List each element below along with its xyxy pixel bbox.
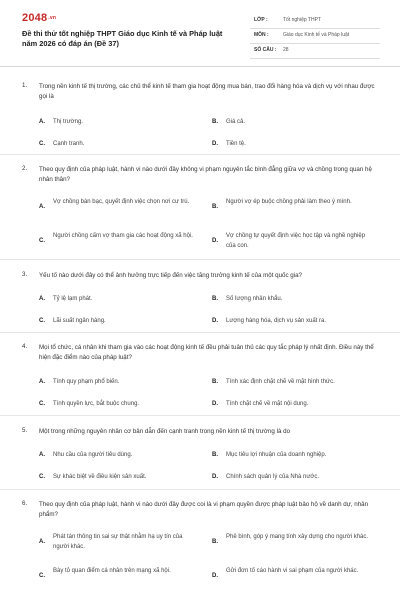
option-letter: B. xyxy=(212,379,218,385)
option-text: Phê bình, góp ý mang tính xây dựng cho người khác. xyxy=(226,534,369,540)
option-letter: C. xyxy=(39,318,45,324)
option-text: Người vợ ép buộc chồng phải làm theo ý mình. xyxy=(226,199,352,205)
exam-info-panel xyxy=(250,14,380,59)
option-letter: A. xyxy=(39,452,45,458)
question-separator xyxy=(0,154,400,155)
question-separator xyxy=(0,489,400,490)
option-letter: D. xyxy=(212,401,218,407)
option-text: Chính sách quản lý của Nhà nước. xyxy=(226,474,320,480)
option-text: Số lượng nhân khẩu. xyxy=(226,296,283,302)
info-label: SỐ CÂU : xyxy=(254,47,277,53)
option-letter: C. xyxy=(39,238,45,244)
option-text: Tính chặt chẽ về mặt nội dung. xyxy=(226,401,309,407)
option-letter: D. xyxy=(212,318,218,324)
option-letter: A. xyxy=(39,539,45,545)
option-letter: B. xyxy=(212,296,218,302)
option-letter: B. xyxy=(212,452,218,458)
option-text: Tiền tệ. xyxy=(226,141,246,147)
option-letter: C. xyxy=(39,141,45,147)
info-value: Tốt nghiệp THPT xyxy=(283,17,321,23)
option-text: Tính quy phạm phổ biến. xyxy=(53,379,120,385)
option-letter: B. xyxy=(212,119,218,125)
question-text: Theo quy định của pháp luật, hành vi nào dưới đây không vi phạm nguyên tắc bình đẳng giữa vợ và chồng trong quan hệ nhân thân? xyxy=(39,166,372,183)
option-text: Gửi đơn tố cáo hành vi sai phạm của người khác. xyxy=(226,568,359,574)
option-letter: A. xyxy=(39,204,45,210)
option-text: Bày tỏ quan điểm cá nhân trên mạng xã hội. xyxy=(53,568,171,574)
option-letter: D. xyxy=(212,141,218,147)
option-letter: D. xyxy=(212,474,218,480)
option-letter: A. xyxy=(39,296,45,302)
logo-domain: .vn xyxy=(48,15,57,22)
document-header xyxy=(0,0,400,62)
option-text: Lượng hàng hóa, dịch vụ sản xuất ra. xyxy=(226,318,327,324)
info-row-subject xyxy=(250,29,380,44)
option-text: Phát tán thông tin sai sự thật nhằm hạ uy tín của người khác. xyxy=(53,534,183,550)
option-letter: A. xyxy=(39,379,45,385)
question-number: 5. xyxy=(22,427,28,434)
exam-title: Đề thi thử tốt nghiệp THPT Giáo dục Kinh tế và Pháp luật năm 2026 có đáp án (Đề 37) xyxy=(22,29,223,48)
option-text: Thị trường. xyxy=(53,119,83,125)
option-letter: C. xyxy=(39,573,45,579)
site-logo[interactable] xyxy=(22,12,56,24)
option-text: Giá cả. xyxy=(226,119,246,125)
option-letter: B. xyxy=(212,539,218,545)
option-text: Tính quyền lực, bắt buộc chung. xyxy=(53,401,140,407)
option-letter: A. xyxy=(39,119,45,125)
option-text: Nhu cầu của người tiêu dùng. xyxy=(53,452,133,458)
option-text: Tính xác định chặt chẽ về mặt hình thức. xyxy=(226,379,335,385)
question-separator xyxy=(0,415,400,416)
option-letter: C. xyxy=(39,401,45,407)
option-text: Tỷ lệ lạm phát. xyxy=(53,296,93,302)
option-letter: C. xyxy=(39,474,45,480)
info-value: 28 xyxy=(283,47,289,53)
option-text: Vợ chồng tự quyết định việc học tập và nghề nghiệp của con. xyxy=(226,233,366,249)
option-letter: D. xyxy=(212,573,218,579)
option-letter: B. xyxy=(212,204,218,210)
info-label: MÔN : xyxy=(254,32,269,38)
question-text: Yếu tố nào dưới đây có thể ảnh hưởng trực tiếp đến việc tăng trưởng kinh tế của một quốc gia? xyxy=(39,272,302,279)
option-letter: D. xyxy=(212,238,218,244)
option-text: Mục tiêu lợi nhuận của doanh nghiệp. xyxy=(226,452,327,458)
question-text: Trong nền kinh tế thị trường, các chủ thể kinh tế tham gia hoạt động mua bán, trao đổi hàng hóa và dịch vụ với nhau được gọi là xyxy=(39,83,375,100)
question-number: 6. xyxy=(22,500,28,507)
info-label: LỚP : xyxy=(254,17,268,23)
header-divider xyxy=(0,66,400,67)
question-text: Theo quy định của pháp luật, hành vi nào dưới đây được coi là vi phạm quyền được pháp luật bảo hộ về danh dự, nhân phẩm? xyxy=(39,501,369,518)
question-number: 2. xyxy=(22,165,28,172)
question-number: 3. xyxy=(22,271,28,278)
option-text: Người chồng cấm vợ tham gia các hoạt động xã hội. xyxy=(53,233,193,239)
question-separator xyxy=(0,259,400,260)
info-value: Giáo dục Kinh tế và Pháp luật xyxy=(283,32,350,38)
info-row-class xyxy=(250,14,380,29)
option-text: Sự khác biệt về điều kiện sản xuất. xyxy=(53,474,147,480)
info-row-question-count xyxy=(250,44,380,59)
question-separator xyxy=(0,332,400,333)
question-number: 1. xyxy=(22,82,28,89)
logo-main: 2048 xyxy=(22,12,48,24)
question-text: Mọi tổ chức, cá nhân khi tham gia vào các hoạt động kinh tế đều phải tuân thủ các quy tắc pháp lý nhất định. Điều này thể hiện đặc điểm nào của pháp luật? xyxy=(39,344,374,361)
question-text: Một trong những nguyên nhân cơ bản dẫn đến cạnh tranh trong nền kinh tế thị trường là do xyxy=(39,428,291,435)
option-text: Vợ chồng bàn bạc, quyết định việc chọn nơi cư trú. xyxy=(53,199,190,205)
question-number: 4. xyxy=(22,343,28,350)
option-text: Cạnh tranh. xyxy=(53,141,85,147)
option-text: Lãi suất ngân hàng. xyxy=(53,318,106,324)
